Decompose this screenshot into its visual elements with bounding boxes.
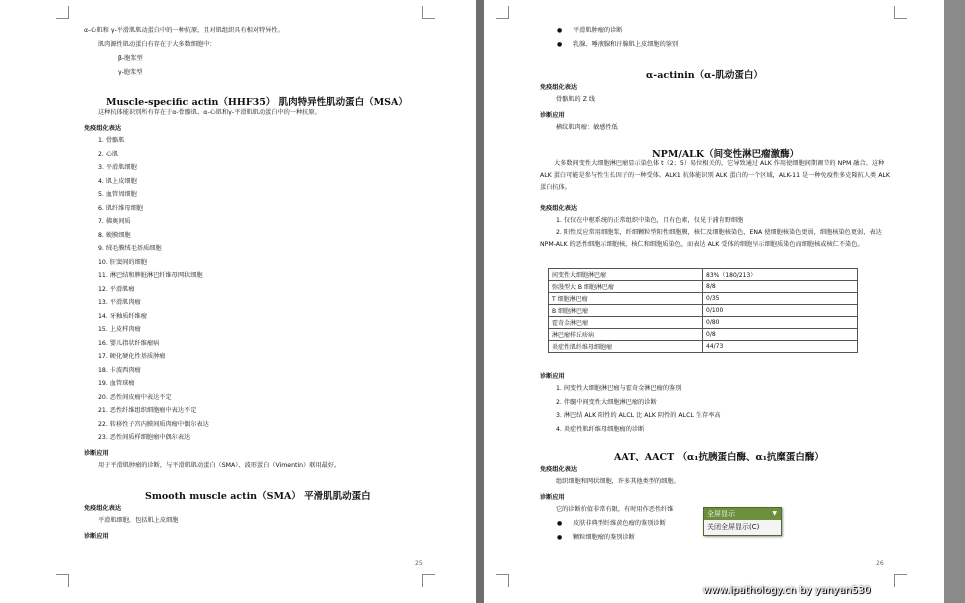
close-fullscreen-item[interactable]: 关闭全屏显示(C) (707, 523, 760, 531)
fullscreen-toolbar (703, 507, 782, 536)
crop-mark (894, 574, 907, 587)
text-line: γ-胞浆型 (118, 69, 143, 76)
crop-mark (422, 6, 435, 19)
text-line: α-心肌和 γ-平滑肌肌动蛋白中的一种抗原，且对肌组织具有相对特异性。 (84, 27, 284, 34)
subsection-label: 诊断应用 (84, 533, 109, 540)
table-cell-diagnosis: 霍奇金淋巴瘤 (549, 317, 703, 329)
window-edge (944, 0, 965, 603)
intro-text: 这种抗体能识别所有存在于α-骨骼肌、α-心肌和γ-平滑肌肌动蛋白中的一种抗原。 (98, 109, 321, 116)
list-item: 19. 血管球瘤 (98, 380, 135, 387)
bullet-item: ● 皮肤非典型纤维黄色瘤的鉴别诊断 (573, 520, 666, 528)
list-item: 12. 平滑肌瘤 (98, 285, 135, 293)
chevron-down-icon[interactable]: ▼ (772, 510, 777, 517)
table-cell-diagnosis: 间变性大细胞淋巴瘤 (549, 269, 703, 281)
crop-mark (56, 574, 69, 587)
list-item: 7. 佛奥间质 (98, 218, 131, 225)
table-cell-ratio: 83%（180/213） (703, 269, 858, 281)
list-item: 5. 血管周细胞 (98, 191, 137, 198)
crop-mark (496, 574, 509, 587)
document-page-25 (0, 0, 476, 603)
list-item: 22. 转移性子宫内膜间质肉瘤中偶尔表达 (98, 420, 209, 428)
list-item: 4. 肌上皮细胞 (98, 177, 137, 185)
list-item: 14. 牙釉质纤维瘤 (98, 312, 147, 320)
subsection-label: 诊断应用 (540, 494, 565, 501)
bullet-item: ● 乳腺、唾液腺和汗腺肌上皮细胞的鉴别 (573, 41, 678, 49)
subsection-label: 诊断应用 (540, 112, 565, 119)
table-cell-diagnosis: T 细胞淋巴瘤 (549, 293, 703, 305)
subsection-label: 免疫组化表达 (84, 125, 122, 132)
subsection-label: 免疫组化表达 (540, 84, 578, 91)
table-cell-diagnosis: 淋巴瘤样丘疹病 (549, 329, 703, 341)
list-item: 13. 平滑肌肉瘤 (98, 299, 141, 306)
text-line: 平滑肌细胞，包括肌上皮细胞 (98, 517, 179, 524)
table-cell-diagnosis: 炎症性肌纤维母细胞瘤 (549, 341, 703, 353)
text-line: 骨骼肌的 Z 线 (556, 96, 596, 103)
text-line: β-胞浆型 (118, 55, 143, 62)
table-cell-ratio: 0/100 (703, 305, 858, 317)
text-line: 肌肉源性肌动蛋白有存在于大多数细胞中： (98, 41, 216, 48)
text-line: 用于平滑肌肿瘤的诊断，与平滑肌肌动蛋白（SMA）、波形蛋白（Vimentin）联用最好。 (98, 462, 341, 469)
list-item: 23. 恶性间质样细胞瘤中偶尔表达 (98, 434, 191, 441)
crop-mark (422, 574, 435, 587)
crop-mark (496, 6, 509, 19)
table-cell-ratio: 0/35 (703, 293, 858, 305)
section-heading-msa: Muscle-specific actin（HHF35） 肌肉特异性肌动蛋白（MSA） (106, 97, 408, 108)
list-item: 2. 心肌 (98, 150, 119, 158)
watermark: www.ipathology.cn by yanyan530 (703, 585, 871, 596)
list-item: 2. 伴髓中间变性大细胞淋巴瘤的诊断 (556, 398, 657, 406)
table-cell-ratio: 8/8 (703, 281, 858, 293)
subsection-label: 免疫组化表达 (540, 466, 578, 473)
list-item: 6. 肌纤维母细胞 (98, 204, 143, 212)
list-item: 21. 恶性纤维组织细胞瘤中表达不定 (98, 407, 197, 414)
bullet-item: ● 平滑肌肿瘤的诊断 (573, 27, 623, 35)
table-row (549, 305, 858, 317)
list-item: 20. 恶性间皮瘤中表达不定 (98, 393, 172, 401)
table-row (549, 329, 858, 341)
list-item: 3. 平滑肌细胞 (98, 164, 137, 171)
table-row (549, 317, 858, 329)
bullet-item: ● 颗粒细胞瘤的鉴别诊断 (573, 534, 635, 542)
list-item: 2. 阳性反应常用细胞浆，纤细颗粒型阳性细胞膜，核仁及细胞核染色，ENA 使细胞核染色更弱，细胞核染色更弱，表达 NPM-ALK 的恶性细胞示细胞核，核仁和细胞质染色，而表达 ALK 受体的细胞呈示细胞质染色而细胞核或核仁不染色。 (540, 229, 882, 248)
list-item: 4. 炎症性肌纤维母细胞瘤的诊断 (556, 425, 645, 433)
section-heading-sma: Smooth muscle actin（SMA） 平滑肌肌动蛋白 (145, 491, 371, 502)
subsection-label: 诊断应用 (84, 450, 109, 457)
table-row (549, 293, 858, 305)
subsection-label: 免疫组化表达 (540, 205, 578, 212)
table-cell-diagnosis: B 细胞淋巴瘤 (549, 305, 703, 317)
table-row (549, 341, 858, 353)
list-item: 17. 硬化硬化性基质肿瘤 (98, 353, 166, 360)
fullscreen-title: 全屏显示 (707, 510, 735, 518)
npm-alk-table (548, 268, 858, 353)
page-gutter (476, 0, 484, 603)
text-line: 组织细胞和网状细胞，许多其他类型的细胞。 (556, 478, 680, 485)
list-item: 16. 婴儿指状纤维瘤病 (98, 339, 160, 347)
table-cell-ratio: 44/73 (703, 341, 858, 353)
crop-mark (894, 6, 907, 19)
list-item: 10. 肝窦间的细胞 (98, 258, 147, 266)
subsection-label: 诊断应用 (540, 373, 565, 380)
fullscreen-menu-button[interactable] (704, 508, 781, 520)
subsection-label: 免疫组化表达 (84, 505, 122, 512)
page-number: 25 (415, 560, 423, 567)
list-item: 3. 淋巴结 ALK 阳性的 ALCL 比 ALK 阴性的 ALCL 生存率高 (556, 412, 721, 419)
list-item: 15. 上皮样肉瘤 (98, 326, 141, 333)
paragraph: 大多数间变性大细胞淋巴瘤显示染色体 t（2；5）易位相关的，它导致通过 ALK 作用使细胞间期调节的 NPM 融合。这种 ALK 蛋白可能是参与性生长因子的一种受体。ALK1 抗体能识别 ALK 蛋白的一个区域，ALK-11 是一种免疫性多克隆抗人类 ALK 蛋白抗体。 (540, 160, 890, 191)
list-item: 1. 间变性大细胞淋巴瘤与霍奇金淋巴瘤的鉴别 (556, 385, 682, 392)
crop-mark (56, 6, 69, 19)
list-item: 18. 卡波西肉瘤 (98, 366, 141, 374)
table-cell-ratio: 0/80 (703, 317, 858, 329)
table-cell-diagnosis: 弥漫型大 B 细胞淋巴瘤 (549, 281, 703, 293)
table-row (549, 281, 858, 293)
table-row (549, 269, 858, 281)
section-heading-actinin: α-actinin（α-肌动蛋白） (646, 70, 763, 81)
list-item: 1. 骨骼肌 (98, 137, 125, 144)
text-line: 横纹肌肉瘤：敏感性低 (556, 124, 618, 131)
list-item: 11. 淋巴结和脾脏淋巴纤维母网状细胞 (98, 272, 203, 279)
text-line: 它的诊断价值非常有限，有时用作恶性纤维 (556, 506, 674, 513)
section-heading-npm-alk: NPM/ALK（间变性淋巴瘤激酶） (652, 149, 800, 160)
list-item: 9. 绒毛膜绒毛基质细胞 (98, 245, 162, 252)
section-heading-aat: AAT、AACT （α₁抗胰蛋白酶、α₁抗糜蛋白酶） (614, 452, 824, 463)
page-number: 26 (876, 560, 884, 567)
list-item: 8. 蜕膜细胞 (98, 231, 131, 239)
table-cell-ratio: 0/8 (703, 329, 858, 341)
list-item: 1. 仅仅在中枢系统的正常组织中染色，且有色素，仅见于浦肯野细胞 (556, 217, 744, 224)
